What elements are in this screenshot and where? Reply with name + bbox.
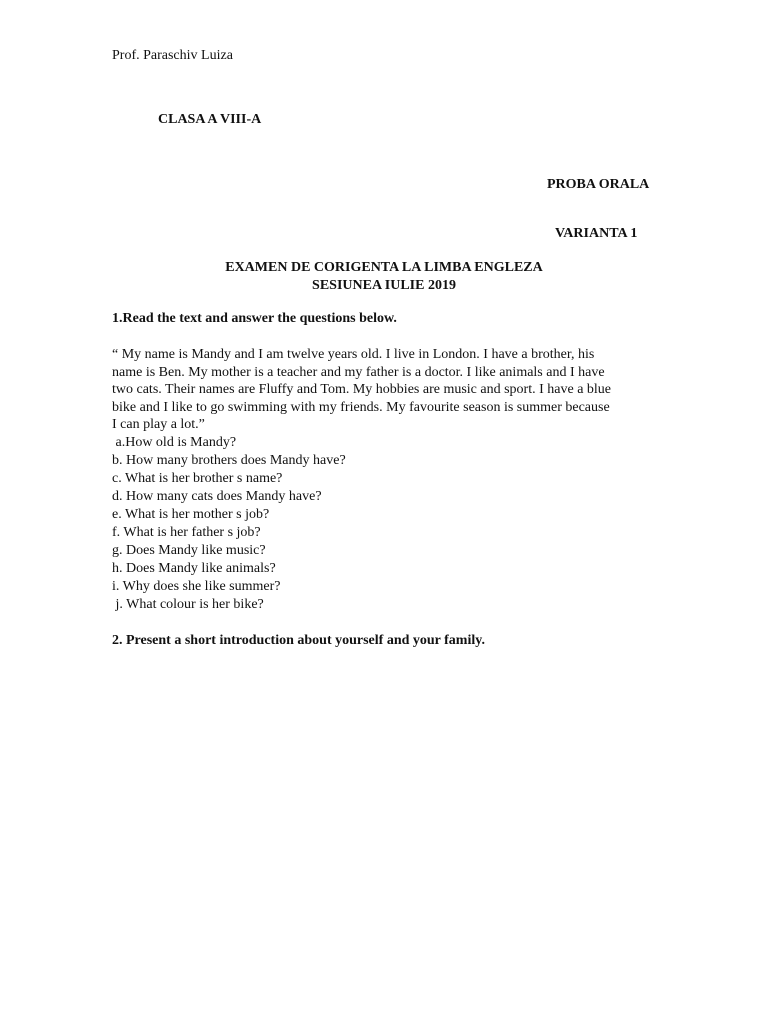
question-list — [112, 434, 346, 614]
exercise-2-instruction: 2. Present a short introduction about yourself and your family. — [112, 633, 485, 648]
reading-passage — [112, 346, 657, 434]
passage-line: “ My name is Mandy and I am twelve years old. I live in London. I have a brother, his — [112, 347, 595, 362]
question-item: c. What is her brother s name? — [112, 471, 283, 486]
passage-line: two cats. Their names are Fluffy and Tom. My hobbies are music and sport. I have a blue — [112, 382, 612, 398]
passage-line: I can play a lot.” — [112, 417, 205, 433]
question-item: a.How old is Mandy? — [112, 435, 237, 450]
question-item: h. Does Mandy like animals? — [112, 561, 276, 576]
question-item: e. What is her mother s job? — [112, 507, 270, 522]
author-name: Prof. Paraschiv Luiza — [112, 48, 233, 63]
question-item: g. Does Mandy like music? — [112, 543, 266, 558]
variant-label: VARIANTA 1 — [555, 226, 638, 241]
question-item: j. What colour is her bike? — [112, 597, 264, 612]
passage-line: name is Ben. My mother is a teacher and my father is a doctor. I like animals and I have — [112, 364, 605, 380]
class-label: CLASA A VIII-A — [158, 112, 262, 127]
passage-line: bike and I like to go swimming with my friends. My favourite season is summer because — [112, 399, 610, 415]
exam-title — [0, 259, 768, 295]
question-item: b. How many brothers does Mandy have? — [112, 453, 346, 468]
exam-title-line-2: SESIUNEA IULIE 2019 — [312, 278, 456, 293]
exam-type-label: PROBA ORALA — [547, 177, 650, 192]
exercise-1-instruction: 1.Read the text and answer the questions below. — [112, 311, 397, 326]
question-item: i. Why does she like summer? — [112, 579, 281, 594]
exam-title-line-1: EXAMEN DE CORIGENTA LA LIMBA ENGLEZA — [225, 260, 543, 275]
question-item: f. What is her father s job? — [112, 525, 261, 540]
question-item: d. How many cats does Mandy have? — [112, 489, 322, 504]
